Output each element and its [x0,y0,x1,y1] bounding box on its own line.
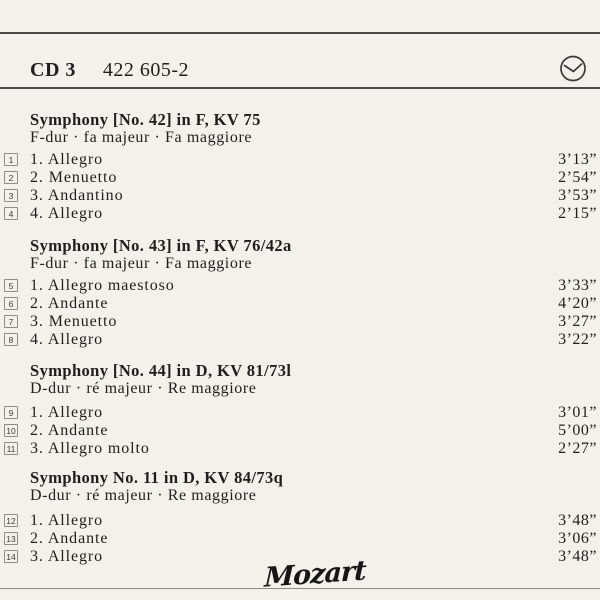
symphony-title: Symphony [No. 43] in F, KV 76/42a [30,236,292,255]
track-title: 2. Andante [30,295,109,312]
track-row [0,277,600,295]
track-title: 2. Andante [30,422,109,439]
track-number-box: 11 [4,442,18,455]
symphony-title: Symphony No. 11 in D, KV 84/73q [30,468,284,487]
track-row [0,295,600,313]
track-row [0,205,600,223]
top-rule [0,32,600,34]
track-row [0,512,600,530]
track-title: 1. Allegro [30,404,103,421]
track-title: 3. Menuetto [30,313,118,330]
track-row [0,187,600,205]
track-duration: 3’27” [558,313,597,330]
track-row [0,313,600,331]
track-title: 4. Allegro [30,331,103,348]
track-duration: 3’22” [558,331,597,348]
cd-label: CD 3 [30,59,76,81]
header-rule [0,87,600,89]
track-number-box: 4 [4,207,18,220]
track-number-box: 6 [4,297,18,310]
track-duration: 3’06” [558,530,597,547]
track-duration: 5’00” [558,422,597,439]
symphony-section-42 [0,111,600,223]
symphony-key-names: D-dur · ré majeur · Re maggiore [30,380,257,397]
track-row [0,331,600,349]
symphony-section-11 [0,469,600,566]
track-number-box: 9 [4,406,18,419]
track-row [0,440,600,458]
track-duration: 3’53” [558,187,597,204]
track-row [0,422,600,440]
track-title: 4. Allegro [30,205,103,222]
track-list [0,277,600,349]
track-title: 2. Menuetto [30,169,118,186]
track-number-box: 1 [4,153,18,166]
track-row [0,404,600,422]
track-duration: 3’01” [558,404,597,421]
track-number-box: 14 [4,550,18,563]
track-list [0,404,600,458]
track-number-box: 7 [4,315,18,328]
track-list [0,512,600,566]
track-number-box: 8 [4,333,18,346]
track-title: 1. Allegro maestoso [30,277,175,294]
track-list [0,151,600,223]
track-number-box: 2 [4,171,18,184]
track-duration: 3’13” [558,151,597,168]
track-row [0,169,600,187]
track-duration: 3’48” [558,512,597,529]
track-number-box: 5 [4,279,18,292]
track-duration: 4’20” [558,295,597,312]
track-duration: 2’54” [558,169,597,186]
track-number-box: 10 [4,424,18,437]
symphony-section-43 [0,237,600,349]
track-title: 2. Andante [30,530,109,547]
track-title: 1. Allegro [30,151,103,168]
track-title: 1. Allegro [30,512,103,529]
track-number-box: 12 [4,514,18,527]
track-duration: 2’27” [558,440,597,457]
track-duration: 3’48” [558,548,597,565]
track-duration: 2’15” [558,205,597,222]
symphony-title: Symphony [No. 42] in F, KV 75 [30,110,261,129]
track-duration: 3’33” [558,277,597,294]
symphony-section-44 [0,362,600,458]
symphony-key-names: F-dur · fa majeur · Fa maggiore [30,255,253,272]
track-title: 3. Allegro [30,548,103,565]
track-row [0,530,600,548]
track-row [0,151,600,169]
clock-icon [559,55,587,83]
symphony-title: Symphony [No. 44] in D, KV 81/73l [30,361,292,380]
catalog-number: 422 605-2 [102,59,190,81]
header [30,58,600,82]
track-title: 3. Andantino [30,187,124,204]
symphony-key-names: D-dur · ré majeur · Re maggiore [30,487,257,504]
symphony-key-names: F-dur · fa majeur · Fa maggiore [30,129,253,146]
track-title: 3. Allegro molto [30,440,150,457]
track-number-box: 13 [4,532,18,545]
track-number-box: 3 [4,189,18,202]
mozart-signature: Mozart [263,555,367,594]
